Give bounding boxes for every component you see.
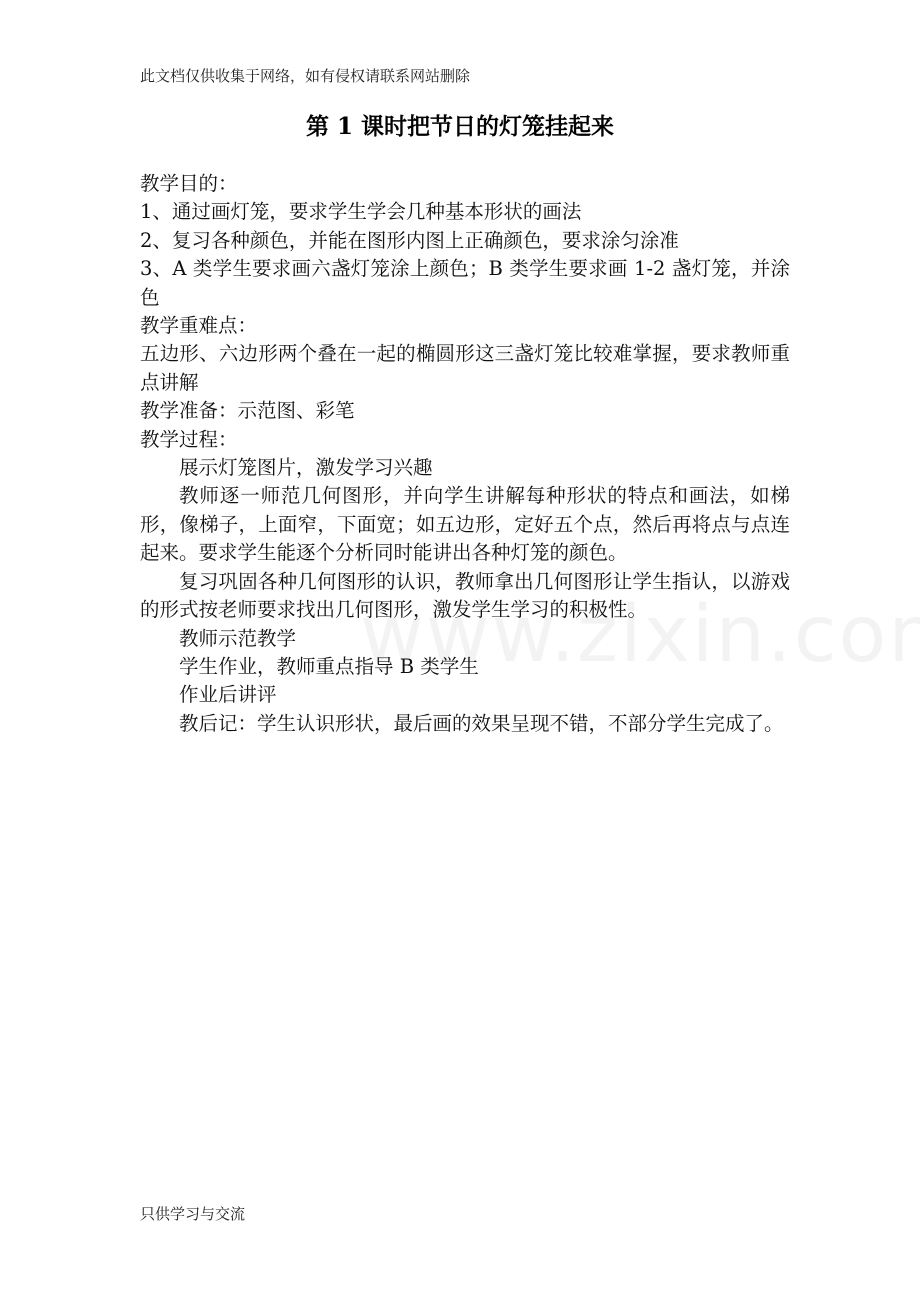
objectives-heading: 教学目的： <box>140 172 238 195</box>
objective-item: 2、复习各种颜色，并能在图形内图上正确颜色，要求涂匀涂准 <box>140 228 679 252</box>
process-heading: 教学过程： <box>140 427 238 451</box>
objective-item: 3、A 类学生要求画六盏灯笼涂上颜色；B 类学生要求画 1-2 盏灯笼，并涂色 <box>140 257 790 309</box>
process-step: 学生作业，教师重点指导 B 类学生 <box>179 654 479 678</box>
objective-item: 1、通过画灯笼，要求学生学会几种基本形状的画法 <box>140 200 582 224</box>
preparation-line: 教学准备：示范图、彩笔 <box>140 399 355 423</box>
process-step: 教师示范教学 <box>179 626 297 650</box>
process-step: 教师逐一师范几何图形，并向学生讲解每种形状的特点和画法，如梯形，像梯子，上面窄，下面宽；如五边形，定好五个点，然后再将点与点连起来。要求学生能逐个分析同时能讲出各种灯笼的颜色。 <box>140 484 790 565</box>
difficulty-heading: 教学重难点： <box>140 314 258 338</box>
header-note: 此文档仅供收集于网络，如有侵权请联系网站删除 <box>140 67 471 85</box>
document-body <box>140 170 790 738</box>
afterword: 教后记：学生认识形状，最后画的效果呈现不错，不部分学生完成了。 <box>179 711 784 735</box>
footer-note: 只供学习与交流 <box>140 1205 246 1223</box>
process-step: 作业后讲评 <box>179 683 277 707</box>
process-step: 展示灯笼图片，激发学习兴趣 <box>179 456 433 480</box>
difficulty-text: 五边形、六边形两个叠在一起的椭圆形这三盏灯笼比较难掌握，要求教师重点讲解 <box>140 342 790 394</box>
process-step: 复习巩固各种几何图形的认识，教师拿出几何图形让学生指认，以游戏的形式按老师要求找出几何图形，激发学生学习的积极性。 <box>140 569 790 622</box>
page-title: 第 1 课时把节日的灯笼挂起来 <box>305 113 615 140</box>
